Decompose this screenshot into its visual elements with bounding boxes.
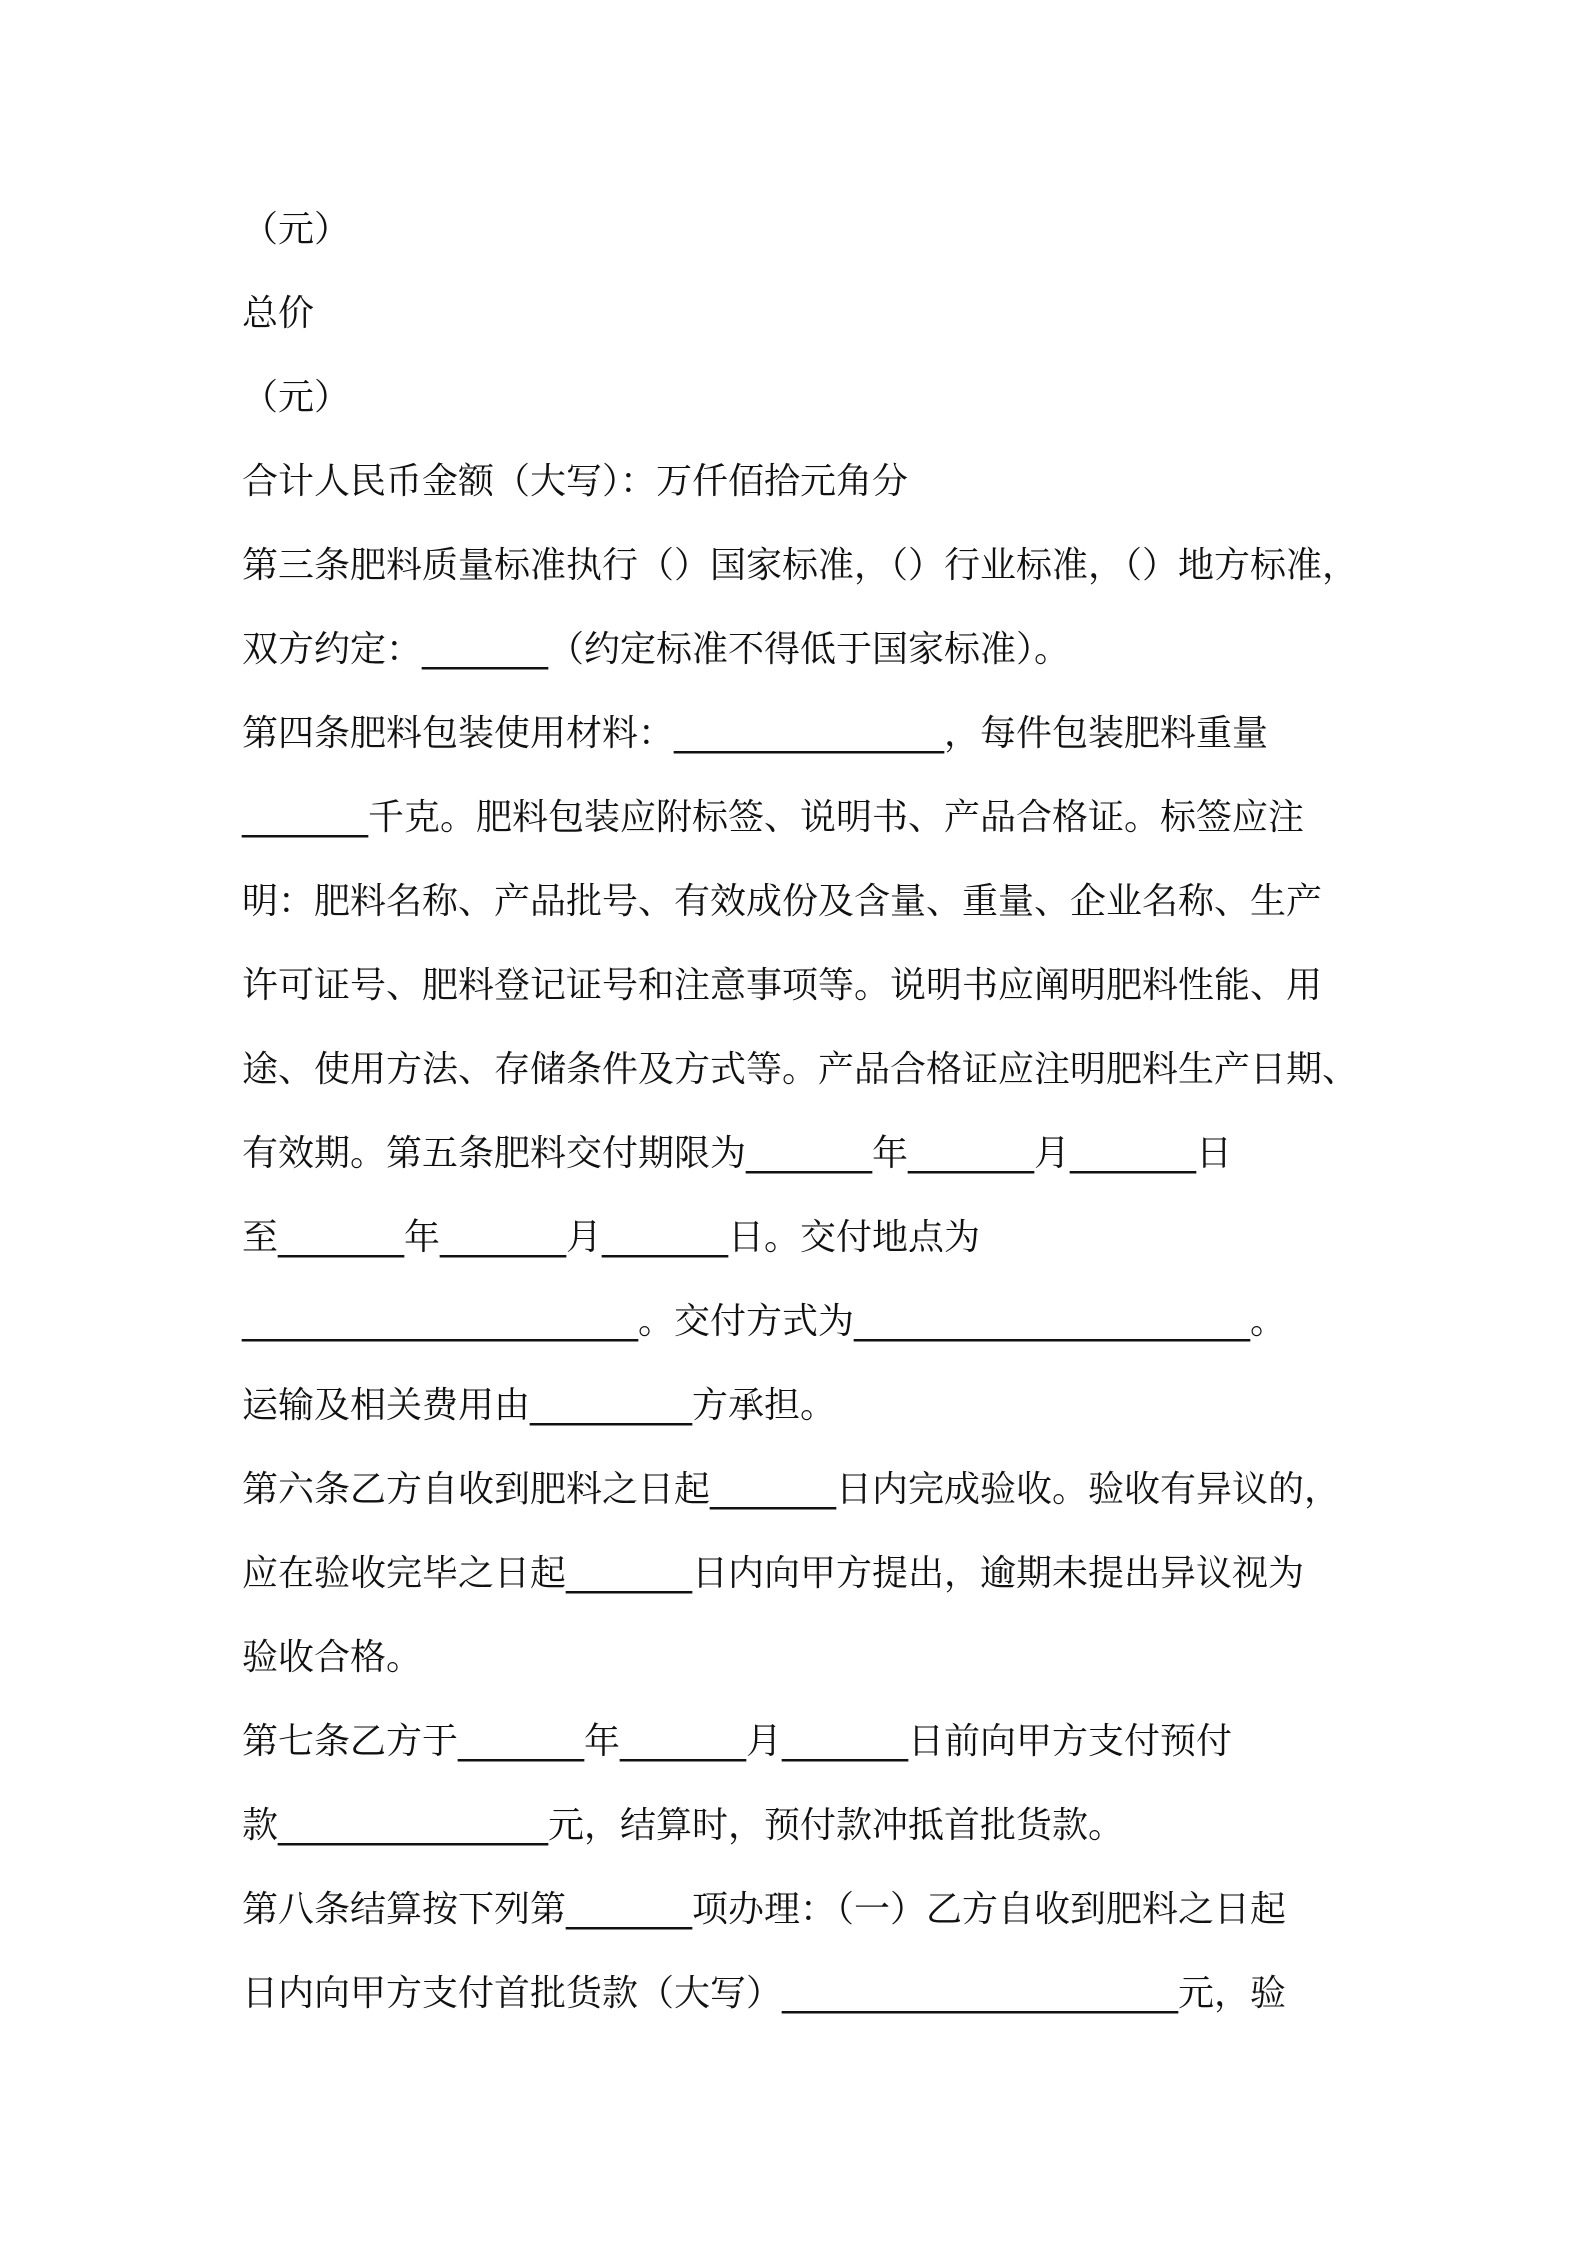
- article-6-line-1: 第六条乙方自收到肥料之日起_______日内完成验收。验收有异议的，: [242, 1469, 1341, 1510]
- article-8-line-1: 第八条结算按下列第_______项办理：（一）乙方自收到肥料之日起: [242, 1889, 1287, 1930]
- article-5-line-2: 至_______年_______月_______日。交付地点为: [242, 1217, 981, 1258]
- article-3-line-1: 第三条肥料质量标准执行（）国家标准，（）行业标准，（）地方标准，: [242, 545, 1359, 586]
- article-4-line-5: 途、使用方法、存储条件及方式等。产品合格证应注明肥料生产日期、: [242, 1049, 1359, 1090]
- unit-price-unit-label: （元）: [242, 209, 351, 250]
- article-4-line-1: 第四条肥料包装使用材料：_______________，每件包装肥料重量: [242, 713, 1269, 754]
- total-amount-line: 合计人民币金额（大写）：万仟佰拾元角分: [242, 461, 909, 502]
- article-4-line-2: _______千克。肥料包装应附标签、说明书、产品合格证。标签应注: [242, 797, 1305, 838]
- article-8-line-2: 日内向甲方支付首批货款（大写）______________________元，验: [242, 1973, 1287, 2014]
- total-price-unit-label: （元）: [242, 377, 351, 418]
- article-5-line-1: 有效期。第五条肥料交付期限为_______年_______月_______日: [242, 1133, 1233, 1174]
- article-5-line-3: ______________________。交付方式为______________________。: [242, 1301, 1287, 1342]
- article-6-line-2: 应在验收完毕之日起_______日内向甲方提出，逾期未提出异议视为: [242, 1553, 1305, 1594]
- article-7-line-1: 第七条乙方于_______年_______月_______日前向甲方支付预付: [242, 1721, 1233, 1762]
- total-price-label: 总价: [242, 293, 315, 334]
- article-4-line-3: 明：肥料名称、产品批号、有效成份及含量、重量、企业名称、生产: [242, 881, 1323, 922]
- article-7-line-2: 款_______________元，结算时，预付款冲抵首批货款。: [242, 1805, 1125, 1846]
- article-6-line-3: 验收合格。: [242, 1637, 423, 1678]
- article-4-line-4: 许可证号、肥料登记证号和注意事项等。说明书应阐明肥料性能、用: [242, 965, 1323, 1006]
- article-3-line-2: 双方约定：_______（约定标准不得低于国家标准）。: [242, 629, 1071, 670]
- article-5-line-4: 运输及相关费用由_________方承担。: [242, 1385, 837, 1426]
